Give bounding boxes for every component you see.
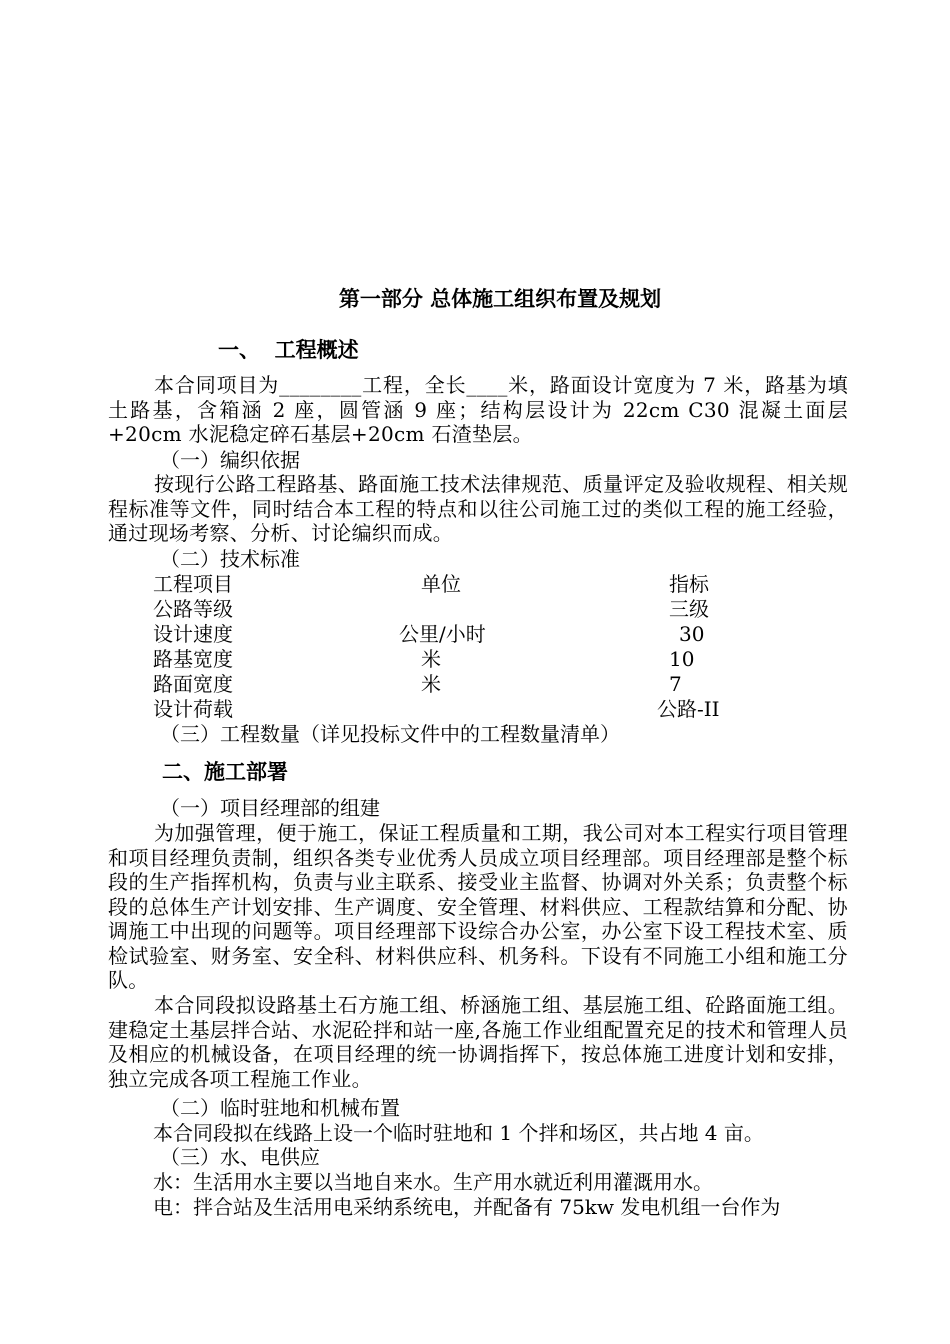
paragraph-power-supply: 电：拌合站及生活用电采纳系统电，并配备有 75kw 发电机组一台作为 <box>153 1195 781 1219</box>
table-row <box>153 697 853 722</box>
table-header-cell: 工程项目 <box>153 572 233 596</box>
document-title: 第一部分 总体施工组织布置及规划 <box>338 287 662 311</box>
table-cell: 公里/小时 <box>399 622 486 646</box>
subheading-quantity: （三）工程数量（详见投标文件中的工程数量清单） <box>160 722 620 746</box>
table-cell: 米 <box>421 672 441 696</box>
table-row <box>153 622 853 647</box>
paragraph-project-dept: 为加强管理，便于施工，保证工程质量和工期，我公司对本工程实行项目管理和项目经理负责制，组织各类专业优秀人员成立项目经理部。项目经理部是整个标段的生产指挥机构，负责与业主联系、接受业主监督、协调对外关系；负责整个标段的总体生产计划安排、生产调度、安全管理、材料供应、工程款结算和分配、协调施工中出现的问题等。项目经理部下设综合办公室，办公室下设工程技术室、质检试验室、财务室、安全科、材料供应科、机务科。下设有不同施工小组和施工分队。 <box>108 821 848 992</box>
table-cell: 10 <box>669 647 695 671</box>
table-row <box>153 647 853 672</box>
table-cell: 公路-II <box>657 697 720 721</box>
table-cell: 设计速度 <box>153 622 233 646</box>
table-header-cell: 单位 <box>421 572 461 596</box>
subheading-project-dept: （一）项目经理部的组建 <box>160 796 380 820</box>
paragraph-construction-groups: 本合同段拟设路基土石方施工组、桥涵施工组、基层施工组、砼路面施工组。建稳定土基层拌合站、水泥砼拌和站一座,各施工作业组配置充足的技术和管理人员及相应的机械设备，在项目经理的统一协调指挥下，按总体施工进度计划和安排，独立完成各项工程施工作业。 <box>108 993 848 1091</box>
subheading-basis: （一）编织依据 <box>160 448 300 472</box>
table-header-cell: 指标 <box>669 572 709 596</box>
subheading-water-power: （三）水、电供应 <box>160 1145 320 1169</box>
paragraph-basis: 按现行公路工程路基、路面施工技术法律规范、质量评定及验收规程、相关规程标准等文件，同时结合本工程的特点和以往公司施工过的类似工程的施工经验，通过现场考察、分析、讨论编织而成。 <box>108 472 848 545</box>
paragraph-project-intro: 本合同项目为________工程，全长____米，路面设计宽度为 7 米，路基为填土路基，含箱涵 2 座，圆管涵 9 座；结构层设计为 22cm C30 混凝土面层+20cm 水泥稳定碎石基层+20cm 石渣垫层。 <box>108 373 848 446</box>
table-cell: 路基宽度 <box>153 647 233 671</box>
paragraph-water-supply: 水：生活用水主要以当地自来水。生产用水就近利用灌溉用水。 <box>153 1170 713 1194</box>
table-cell: 公路等级 <box>153 597 233 621</box>
section-heading-overview: 一、 工程概述 <box>218 338 359 362</box>
subheading-temporary-site: （二）临时驻地和机械布置 <box>160 1096 400 1120</box>
table-cell: 三级 <box>669 597 709 621</box>
table-cell: 设计荷载 <box>153 697 233 721</box>
table-cell: 30 <box>679 622 705 646</box>
table-cell: 米 <box>421 647 441 671</box>
table-row <box>153 672 853 697</box>
paragraph-temporary-site: 本合同段拟在线路上设一个临时驻地和 1 个拌和场区，共占地 4 亩。 <box>153 1121 764 1145</box>
table-cell: 7 <box>669 672 682 696</box>
section-heading-deployment: 二、施工部署 <box>162 760 288 784</box>
table-header-row <box>153 572 853 597</box>
table-row <box>153 597 853 622</box>
subheading-tech-standard: （二）技术标准 <box>160 547 300 571</box>
table-cell: 路面宽度 <box>153 672 233 696</box>
